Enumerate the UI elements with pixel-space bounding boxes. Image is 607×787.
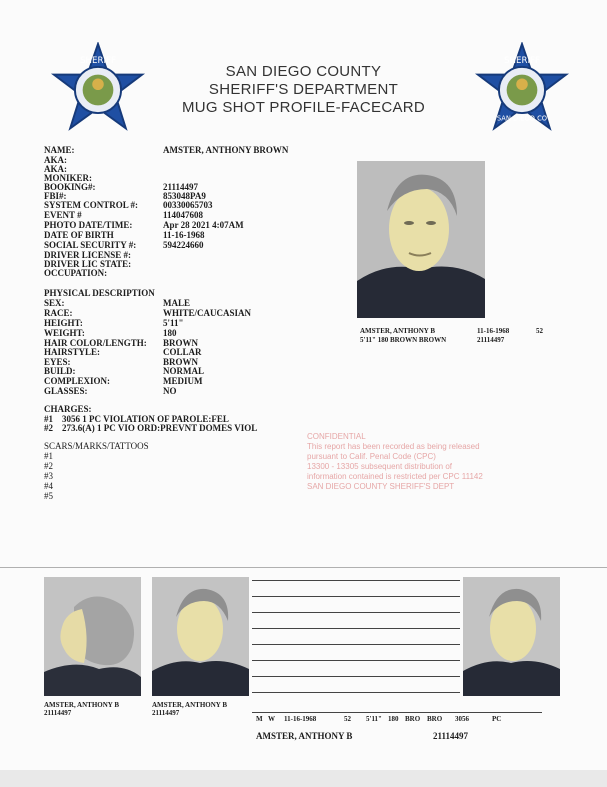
stamp-line: SAN DIEGO COUNTY SHERIFF'S DEPT: [307, 482, 455, 491]
field-label: DRIVER LIC STATE:: [44, 259, 132, 269]
field-value-event: 114047608: [163, 210, 204, 220]
code-race: W: [268, 715, 275, 723]
field-label: AKA:: [44, 155, 67, 165]
scars-heading: SCARS/MARKS/TATTOOS: [44, 441, 149, 451]
front-caption-booking: 21114497: [152, 709, 180, 717]
phys-label: COMPLEXION:: [44, 376, 110, 386]
fold-divider: [0, 567, 607, 568]
charge-num: #1: [44, 414, 53, 424]
main-caption-age: 52: [536, 327, 543, 335]
field-label: SOCIAL SECURITY #:: [44, 240, 137, 250]
code-dob: 11-16-1968: [284, 715, 317, 723]
blank-line: [252, 596, 460, 597]
field-label: PHOTO DATE/TIME:: [44, 220, 133, 230]
codes-underline: [252, 712, 542, 713]
front-mugshot-photo-right: [463, 577, 560, 696]
code-eyes: BRO: [427, 715, 443, 723]
field-label: SYSTEM CONTROL #:: [44, 200, 139, 210]
badge-left-text: SHERIFF: [80, 56, 116, 67]
field-value-system-control: 00330065703: [163, 200, 213, 210]
phys-label: HAIRSTYLE:: [44, 347, 101, 357]
phys-value-glasses: NO: [163, 386, 177, 396]
scar-item: #2: [44, 461, 53, 471]
footer-booking: 21114497: [433, 731, 469, 741]
footer-name: AMSTER, ANTHONY B: [256, 731, 353, 741]
physical-heading: PHYSICAL DESCRIPTION: [44, 288, 155, 298]
charge-num: #2: [44, 423, 53, 433]
blank-line: [252, 676, 460, 677]
scar-item: #5: [44, 491, 53, 501]
stamp-line: pursuant to Calif. Penal Code (CPC): [307, 452, 436, 461]
field-label: FBI#:: [44, 191, 67, 201]
badge-right-text: SHERIFF: [504, 56, 540, 67]
field-label: AKA:: [44, 164, 67, 174]
main-caption-name: AMSTER, ANTHONY B: [360, 327, 436, 335]
code-height: 5'11": [366, 715, 382, 723]
stamp-line: information contained is restricted per CPC 11142: [307, 472, 483, 481]
confidential-stamp: [307, 432, 507, 492]
field-value-ssn: 594224660: [163, 240, 204, 250]
field-value-dob: 11-16-1968: [163, 230, 205, 240]
scar-item: #4: [44, 481, 53, 491]
main-caption-dob: 11-16-1968: [477, 327, 510, 335]
front-caption-name: AMSTER, ANTHONY B: [152, 701, 228, 709]
blank-line: [252, 628, 460, 629]
field-label: DATE OF BIRTH: [44, 230, 114, 240]
phys-label: GLASSES:: [44, 386, 88, 396]
main-caption-booking: 21114497: [477, 336, 505, 344]
field-label: EVENT #: [44, 210, 82, 220]
title-department: SHERIFF'S DEPARTMENT: [208, 81, 399, 98]
phys-value-hair-color: BROWN: [163, 338, 199, 348]
phys-value-weight: 180: [163, 328, 177, 338]
field-label: NAME:: [44, 145, 75, 155]
code-age: 52: [344, 715, 351, 723]
blank-line: [252, 692, 460, 693]
phys-value-complexion: MEDIUM: [163, 376, 203, 386]
blank-line: [252, 580, 460, 581]
stamp-line: CONFIDENTIAL: [307, 432, 366, 441]
field-label: MONIKER:: [44, 173, 92, 183]
scar-item: #1: [44, 451, 53, 461]
code-charge-type: PC: [492, 715, 502, 723]
charges-heading: CHARGES:: [44, 404, 92, 414]
charge-text: 273.6(A) 1 PC VIO ORD:PREVNT DOMES VIOL: [62, 423, 258, 433]
phys-value-race: WHITE/CAUCASIAN: [163, 308, 252, 318]
code-charge: 3056: [455, 715, 469, 723]
field-value-fbi: 853048PA9: [163, 191, 206, 201]
field-value-name: AMSTER, ANTHONY BROWN: [163, 145, 289, 155]
field-label: OCCUPATION:: [44, 268, 108, 278]
phys-value-build: NORMAL: [163, 366, 204, 376]
phys-label: SEX:: [44, 298, 65, 308]
field-value-booking: 21114497: [163, 182, 199, 192]
phys-value-eyes: BROWN: [163, 357, 199, 367]
phys-value-hairstyle: COLLAR: [163, 347, 202, 357]
blank-line: [252, 612, 460, 613]
phys-label: RACE:: [44, 308, 73, 318]
profile-face-icon: [44, 577, 141, 696]
profile-mugshot-photo: [44, 577, 141, 696]
profile-caption-name: AMSTER, ANTHONY B: [44, 701, 120, 709]
charge-text: 3056 1 PC VIOLATION OF PAROLE:FEL: [62, 414, 229, 424]
stamp-line: This report has been recorded as being released: [307, 442, 480, 451]
phys-label: HAIR COLOR/LENGTH:: [44, 338, 147, 348]
scar-item: #3: [44, 471, 53, 481]
front-face-small-icon: [152, 577, 249, 696]
phys-label: WEIGHT:: [44, 328, 85, 338]
phys-label: EYES:: [44, 357, 71, 367]
front-face-right-icon: [463, 577, 560, 696]
phys-label: HEIGHT:: [44, 318, 83, 328]
phys-value-sex: MALE: [163, 298, 190, 308]
blank-line: [252, 644, 460, 645]
front-face-icon: [357, 161, 485, 318]
phys-value-height: 5'11": [163, 318, 184, 328]
front-mugshot-photo-small: [152, 577, 249, 696]
code-sex: M: [256, 715, 263, 723]
badge-right-subtext: SAN DIEGO CO: [496, 114, 548, 123]
phys-label: BUILD:: [44, 366, 76, 376]
code-weight: 180: [388, 715, 399, 723]
bottom-edge: [0, 770, 607, 787]
code-hair: BRO: [405, 715, 421, 723]
main-mugshot-photo: [357, 161, 485, 318]
blank-line: [252, 660, 460, 661]
title-county: SAN DIEGO COUNTY: [225, 63, 382, 80]
main-caption-physical: 5'11" 180 BROWN BROWN: [360, 336, 447, 344]
profile-caption-booking: 21114497: [44, 709, 72, 717]
title-facecard: MUG SHOT PROFILE-FACECARD: [181, 99, 426, 116]
field-label: BOOKING#:: [44, 182, 96, 192]
stamp-line: 13300 - 13305 subsequent distribution of: [307, 462, 452, 471]
field-label: DRIVER LICENSE #:: [44, 250, 132, 260]
field-value-photo-date: Apr 28 2021 4:07AM: [163, 220, 244, 230]
